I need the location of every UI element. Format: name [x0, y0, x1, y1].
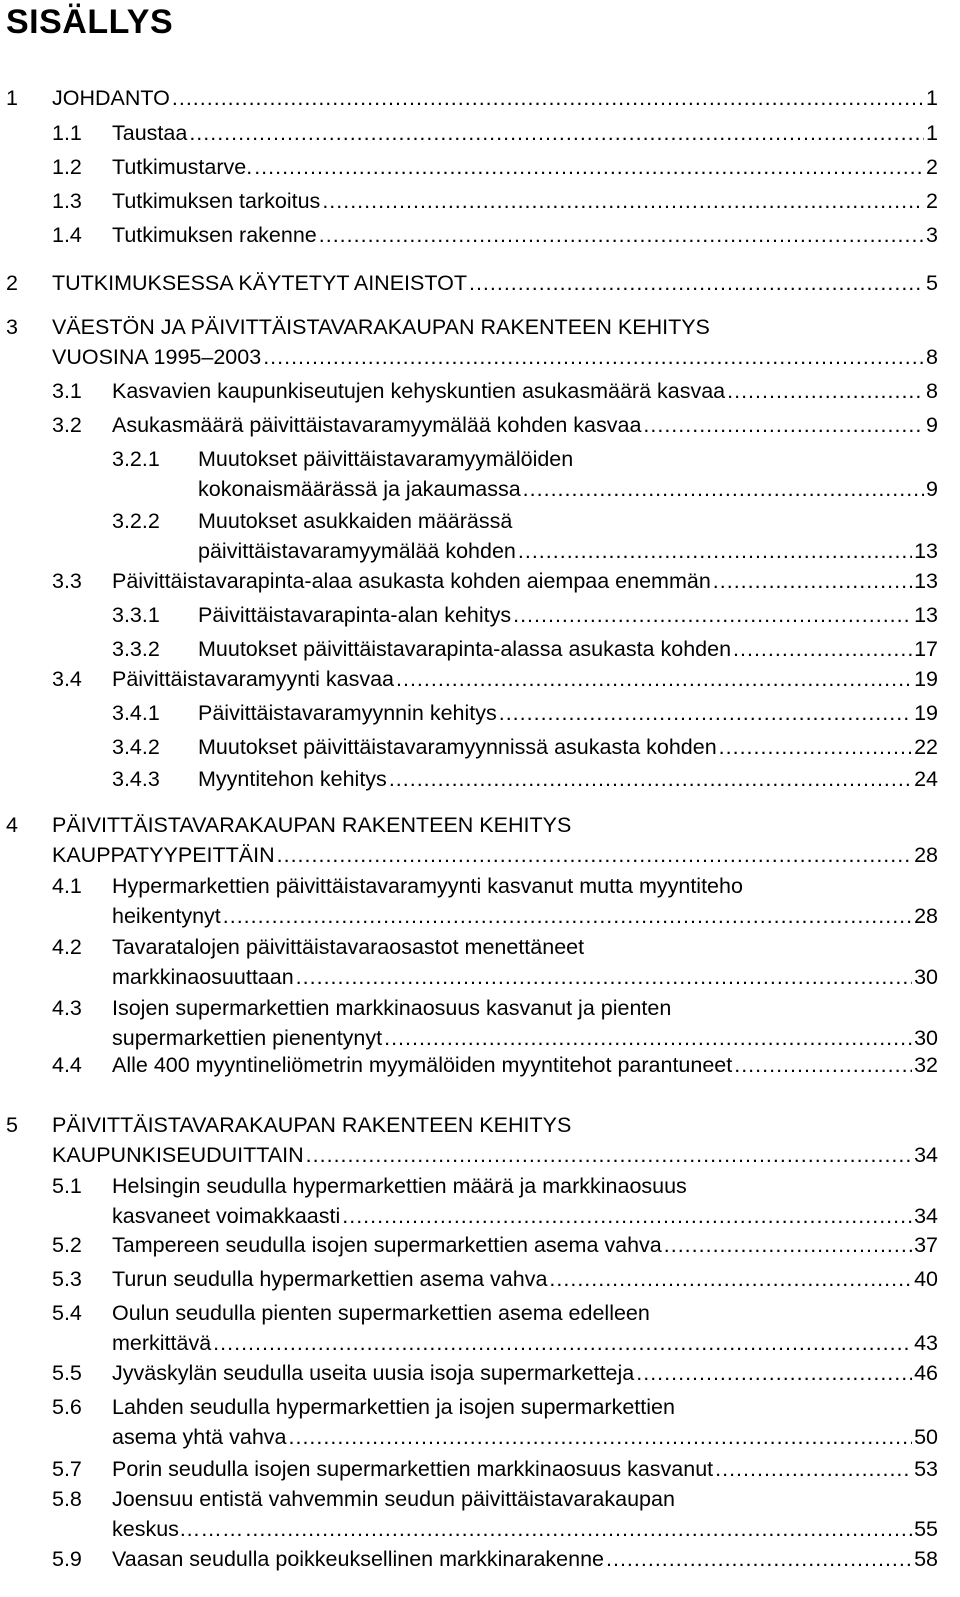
toc-entry-title: Muutokset päivittäistavaramyynnissä asukasta kohden [198, 735, 717, 759]
toc-entry-page-number: 30 [914, 1026, 938, 1050]
toc-entry-line [52, 842, 938, 872]
dot-leader [499, 700, 912, 726]
toc-entry-page-number: 28 [914, 904, 938, 928]
toc-entry-body [52, 270, 938, 300]
toc-entry-page-number: 34 [914, 1204, 938, 1228]
toc-entry-page-number: 9 [926, 413, 938, 437]
toc-entry-line [52, 1112, 938, 1142]
toc-entry-title: Turun seudulla hypermarkettien asema vahva [112, 1267, 548, 1291]
toc-entry-page-number: 50 [914, 1425, 938, 1449]
toc-entry-number: 5.2 [52, 1233, 82, 1257]
toc-entry-line [52, 1142, 938, 1172]
toc-entry-body [112, 1394, 938, 1454]
toc-entry-page-number: 19 [914, 667, 938, 691]
toc-entry-page-number: 2 [926, 155, 938, 179]
toc-entry-page-number: 5 [926, 271, 938, 295]
toc-entry-line [112, 1456, 938, 1486]
toc-entry-line [112, 222, 938, 252]
dot-leader [396, 666, 912, 692]
toc-entry-line [112, 903, 938, 933]
toc-entry-title: Muutokset asukkaiden määrässä [198, 509, 513, 533]
toc-entry-number: 5.6 [52, 1395, 82, 1419]
toc-entry[interactable] [0, 995, 960, 1050]
toc-entry[interactable] [0, 1360, 960, 1392]
dot-leader [713, 568, 912, 594]
toc-entry-number: 3.1 [52, 379, 82, 403]
toc-entry[interactable] [0, 1173, 960, 1228]
toc-entry-page-number: 46 [914, 1361, 938, 1385]
toc-entry-title: Muutokset päivittäistavarapinta-alassa asukasta kohden [198, 637, 732, 661]
toc-entry[interactable] [0, 222, 960, 254]
toc-entry-number: 5.7 [52, 1457, 82, 1481]
toc-entry-line [112, 1025, 938, 1055]
toc-entry[interactable] [0, 1266, 960, 1298]
toc-entry-line [112, 1516, 938, 1546]
toc-entry-title: merkittävä [112, 1331, 212, 1355]
toc-entry-line [112, 1486, 938, 1516]
toc-entry-number: 1.1 [52, 121, 82, 145]
toc-entry-number: 5.4 [52, 1301, 82, 1325]
dot-leader [296, 964, 912, 990]
toc-entry-title: Hypermarkettien päivittäistavaramyynti kasvanut mutta myyntiteho [112, 874, 743, 898]
dot-leader [223, 903, 912, 929]
toc-entry-number: 5.1 [52, 1174, 82, 1198]
dot-leader [469, 270, 924, 296]
toc-entry-line [52, 344, 938, 374]
toc-entry-body [52, 812, 938, 872]
toc-entry[interactable] [0, 154, 960, 186]
toc-entry-page-number: 34 [914, 1143, 938, 1167]
toc-entry-line [52, 812, 938, 842]
toc-entry-page-number: 8 [926, 345, 938, 369]
toc-entry[interactable] [0, 1394, 960, 1449]
toc-entry-title: Tampereen seudulla isojen supermarkettien asema vahva [112, 1233, 662, 1257]
toc-entry-title: TUTKIMUKSESSA KÄYTETYT AINEISTOT [52, 271, 467, 295]
toc-entry[interactable] [0, 508, 960, 563]
toc-entry[interactable] [0, 568, 960, 600]
toc-entry-page-number: 3 [926, 223, 938, 247]
dot-leader [664, 1232, 912, 1258]
toc-entry-line [198, 766, 938, 796]
toc-entry-number: 1 [6, 86, 18, 110]
dot-leader [342, 1203, 912, 1229]
toc-entry-title: asema yhtä vahva [112, 1425, 287, 1449]
toc-entry-title: Tutkimuksen tarkoitus [112, 189, 321, 213]
toc-entry-page-number: 19 [914, 701, 938, 725]
toc-entry-number: 4 [6, 813, 18, 837]
toc-entry-line [112, 1424, 938, 1454]
toc-entry-title: Tutkimuksen rakenne [112, 223, 317, 247]
toc-entry-body [198, 508, 938, 568]
toc-entry-page-number: 1 [926, 86, 938, 110]
toc-entry-line [112, 995, 938, 1025]
toc-entry-title: Päivittäistavaramyynti kasvaa [112, 667, 394, 691]
toc-entry[interactable] [0, 934, 960, 989]
toc-entry-title: KAUPUNKISEUDUITTAIN [52, 1143, 304, 1167]
toc-entry[interactable] [0, 812, 960, 867]
toc-entry-page-number: 24 [914, 767, 938, 791]
dot-leader [384, 1025, 912, 1051]
toc-entry-number: 5.3 [52, 1267, 82, 1291]
toc-entry-number: 5.8 [52, 1487, 82, 1511]
toc-entry-body [112, 188, 938, 218]
toc-entry-number: 3.3.2 [112, 637, 160, 661]
dot-leader [172, 85, 924, 111]
toc-entry-title: Myyntitehon kehitys [198, 767, 387, 791]
toc-entry-title: Muutokset päivittäistavaramyymälöiden [198, 447, 574, 471]
toc-entry[interactable] [0, 636, 960, 668]
toc-entry-number: 3.4 [52, 667, 82, 691]
toc-entry-line [198, 636, 938, 666]
toc-entry-body [112, 1360, 938, 1390]
toc-entry-body [198, 636, 938, 666]
toc-entry-line [112, 120, 938, 150]
toc-entry-line [52, 270, 938, 300]
toc-entry[interactable] [0, 602, 960, 634]
toc-entry-number: 1.4 [52, 223, 82, 247]
toc-entry-number: 4.3 [52, 996, 82, 1020]
toc-entry-body [112, 934, 938, 994]
toc-entry[interactable] [0, 412, 960, 444]
toc-entry-title: supermarkettien pienentynyt [112, 1026, 383, 1050]
toc-entry-title: KAUPPATYYPEITTÄIN [52, 843, 275, 867]
toc-entry-line [198, 446, 938, 476]
toc-entry-body [112, 1173, 938, 1233]
dot-leader [719, 734, 912, 760]
toc-entry-title: markkinaosuuttaan [112, 965, 294, 989]
toc-entry-line [112, 1173, 938, 1203]
toc-entry-title: kasvaneet voimakkaasti [112, 1204, 341, 1228]
toc-entry-title: Isojen supermarkettien markkinaosuus kasvanut ja pienten [112, 996, 672, 1020]
dot-leader [518, 538, 912, 564]
toc-entry-body [112, 666, 938, 696]
toc-entry-body [112, 568, 938, 598]
toc-entry-line [112, 378, 938, 408]
toc-entry-body [112, 1266, 938, 1296]
toc-entry-title: VUOSINA 1995–2003 [52, 345, 262, 369]
dot-leader [254, 154, 924, 180]
toc-entry-page-number: 9 [926, 477, 938, 501]
toc-entry-number: 3.4.1 [112, 701, 160, 725]
toc-entry-line [112, 964, 938, 994]
toc-entry-title: Asukasmäärä päivittäistavaramyymälää kohden kasvaa [112, 413, 642, 437]
toc-entry-title: Porin seudulla isojen supermarkettien markkinaosuus kasvanut [112, 1457, 714, 1481]
page-title: SISÄLLYS [6, 3, 174, 41]
dot-leader [727, 378, 924, 404]
toc-entry-body [112, 378, 938, 408]
toc-entry-title: Alle 400 myyntineliömetrin myymälöiden myyntitehot parantuneet [112, 1053, 733, 1077]
toc-entry-line [112, 188, 938, 218]
toc-entry-title: Tutkimustarve. [112, 155, 253, 179]
toc-entry-title: Oulun seudulla pienten supermarkettien asema edelleen [112, 1301, 650, 1325]
dot-leader [734, 1052, 912, 1078]
toc-entry-body [52, 1112, 938, 1172]
toc-entry-line [112, 666, 938, 696]
toc-entry-page-number: 30 [914, 965, 938, 989]
toc-entry-line [112, 1546, 938, 1576]
toc-entry[interactable] [0, 314, 960, 369]
toc-entry-title: Taustaa [112, 121, 188, 145]
toc-entry[interactable] [0, 378, 960, 410]
toc-entry-line [198, 476, 938, 506]
toc-entry-line [112, 1052, 938, 1082]
toc-entry-page-number: 13 [914, 603, 938, 627]
toc-entry-line [112, 1330, 938, 1360]
toc-entry-body [198, 766, 938, 796]
toc-entry[interactable] [0, 1112, 960, 1167]
dot-leader [322, 188, 924, 214]
toc-entry-title: päivittäistavaramyymälää kohden [198, 539, 516, 563]
toc-entry[interactable] [0, 1232, 960, 1264]
toc-entry-line [198, 700, 938, 730]
toc-entry-number: 1.3 [52, 189, 82, 213]
toc-entry-title: Päivittäistavarapinta-alaa asukasta kohden aiempaa enemmän [112, 569, 711, 593]
dot-leader [245, 1516, 912, 1542]
toc-entry-number: 4.4 [52, 1053, 82, 1077]
toc-entry-line [112, 1232, 938, 1262]
toc-entry-number: 3.2.1 [112, 447, 160, 471]
toc-entry-body [112, 412, 938, 442]
toc-entry-body [198, 700, 938, 730]
toc-entry-line [198, 538, 938, 568]
toc-entry[interactable] [0, 270, 960, 302]
toc-entry[interactable] [0, 700, 960, 732]
dot-leader [549, 1266, 912, 1292]
toc-entry-page-number: 17 [914, 637, 938, 661]
toc-entry-line [198, 734, 938, 764]
toc-entry-body [198, 446, 938, 506]
toc-entry-line [198, 602, 938, 632]
dot-leader [523, 476, 924, 502]
toc-entry[interactable] [0, 1546, 960, 1578]
toc-entry[interactable] [0, 666, 960, 698]
toc-entry-body [112, 1456, 938, 1486]
toc-entry-line [112, 568, 938, 598]
toc-entry-page-number: 8 [926, 379, 938, 403]
toc-entry-body [112, 1052, 938, 1082]
toc-entry-body [112, 1546, 938, 1576]
toc-entry-page-number: 55 [914, 1517, 938, 1541]
toc-entry-title: keskus……… [112, 1517, 244, 1541]
toc-entry-body [112, 1232, 938, 1262]
dot-leader [263, 344, 924, 370]
dot-leader [277, 842, 912, 868]
toc-entry-title: Joensuu entistä vahvemmin seudun päivittäistavarakaupan [112, 1487, 675, 1511]
toc-entry-body [112, 1300, 938, 1360]
toc-entry-line [112, 154, 938, 184]
toc-entry-number: 5.5 [52, 1361, 82, 1385]
toc-entry[interactable] [0, 120, 960, 152]
toc-entry-body [198, 734, 938, 764]
toc-entry-page-number: 58 [914, 1547, 938, 1571]
toc-entry-line [112, 412, 938, 442]
dot-leader [636, 1360, 912, 1386]
toc-entry-body [198, 602, 938, 632]
dot-leader [189, 120, 924, 146]
toc-entry-title: kokonaismäärässä ja jakaumassa [198, 477, 521, 501]
toc-entry-line [112, 873, 938, 903]
toc-entry-body [52, 314, 938, 374]
toc-entry-title: PÄIVITTÄISTAVARAKAUPAN RAKENTEEN KEHITYS [52, 1113, 572, 1137]
toc-entry-page-number: 22 [914, 735, 938, 759]
toc-entry[interactable] [0, 1052, 960, 1084]
toc-entry-line [112, 934, 938, 964]
toc-entry[interactable] [0, 766, 960, 798]
toc-entry-title: Jyväskylän seudulla useita uusia isoja supermarketteja [112, 1361, 635, 1385]
dot-leader [389, 766, 912, 792]
toc-entry[interactable] [0, 1300, 960, 1355]
toc-entry-body [112, 222, 938, 252]
dot-leader [715, 1456, 912, 1482]
toc-entry-line [112, 1394, 938, 1424]
dot-leader [319, 222, 924, 248]
toc-entry-number: 2 [6, 271, 18, 295]
toc-entry-title: Lahden seudulla hypermarkettien ja isojen supermarkettien [112, 1395, 675, 1419]
toc-entry-body [112, 120, 938, 150]
dot-leader [513, 602, 912, 628]
toc-entry-line [52, 314, 938, 344]
toc-entry-number: 3 [6, 315, 18, 339]
toc-entry-line [112, 1203, 938, 1233]
toc-entry-title: Helsingin seudulla hypermarkettien määrä ja markkinaosuus [112, 1174, 687, 1198]
dot-leader [306, 1142, 912, 1168]
toc-entry-number: 3.4.3 [112, 767, 160, 791]
toc-entry-body [112, 995, 938, 1055]
toc-entry-title: heikentynyt [112, 904, 221, 928]
toc-entry-number: 3.2.2 [112, 509, 160, 533]
toc-entry-page-number: 28 [914, 843, 938, 867]
toc-entry[interactable] [0, 734, 960, 766]
toc-entry[interactable] [0, 873, 960, 928]
toc-entry-number: 3.3.1 [112, 603, 160, 627]
toc-entry-page-number: 1 [926, 121, 938, 145]
dot-leader [606, 1546, 912, 1572]
toc-entry-title: VÄESTÖN JA PÄIVITTÄISTAVARAKAUPAN RAKENTEEN KEHITYS [52, 315, 710, 339]
toc-entry-line [112, 1360, 938, 1390]
toc-entry-body [52, 85, 938, 115]
toc-entry-page-number: 43 [914, 1331, 938, 1355]
toc-entry-page-number: 13 [914, 569, 938, 593]
toc-entry[interactable] [0, 1486, 960, 1541]
toc-entry-body [112, 1486, 938, 1546]
dot-leader [289, 1424, 913, 1450]
toc-entry-number: 3.4.2 [112, 735, 160, 759]
toc-entry-number: 4.1 [52, 874, 82, 898]
dot-leader [733, 636, 912, 662]
toc-entry-page-number: 2 [926, 189, 938, 213]
toc-entry-number: 5 [6, 1113, 18, 1137]
toc-entry-number: 5.9 [52, 1547, 82, 1571]
toc-entry-body [112, 154, 938, 184]
toc-entry-number: 1.2 [52, 155, 82, 179]
toc-entry-title: Kasvavien kaupunkiseutujen kehyskuntien asukasmäärä kasvaa [112, 379, 726, 403]
toc-entry-page-number: 37 [914, 1233, 938, 1257]
toc-entry-page-number: 32 [914, 1053, 938, 1077]
toc-entry[interactable] [0, 85, 960, 117]
toc-entry-number: 3.3 [52, 569, 82, 593]
toc-entry-line [198, 508, 938, 538]
toc-entry-title: JOHDANTO [52, 86, 170, 110]
toc-entry-page-number: 53 [914, 1457, 938, 1481]
toc-entry-body [112, 873, 938, 933]
toc-entry-title: Vaasan seudulla poikkeuksellinen markkinarakenne [112, 1547, 605, 1571]
toc-entry-page-number: 13 [914, 539, 938, 563]
toc-entry-number: 4.2 [52, 935, 82, 959]
toc-entry[interactable] [0, 1456, 960, 1488]
toc-entry-page-number: 40 [914, 1267, 938, 1291]
toc-entry-title: Tavaratalojen päivittäistavaraosastot menettäneet [112, 935, 585, 959]
dot-leader [213, 1330, 912, 1356]
toc-entry[interactable] [0, 188, 960, 220]
toc-entry-title: Päivittäistavarapinta-alan kehitys [198, 603, 512, 627]
toc-entry-line [52, 85, 938, 115]
toc-entry-line [112, 1300, 938, 1330]
toc-entry-number: 3.2 [52, 413, 82, 437]
toc-entry-title: PÄIVITTÄISTAVARAKAUPAN RAKENTEEN KEHITYS [52, 813, 572, 837]
toc-entry[interactable] [0, 446, 960, 501]
toc-entry-title: Päivittäistavaramyynnin kehitys [198, 701, 497, 725]
toc-entry-line [112, 1266, 938, 1296]
dot-leader [643, 412, 924, 438]
